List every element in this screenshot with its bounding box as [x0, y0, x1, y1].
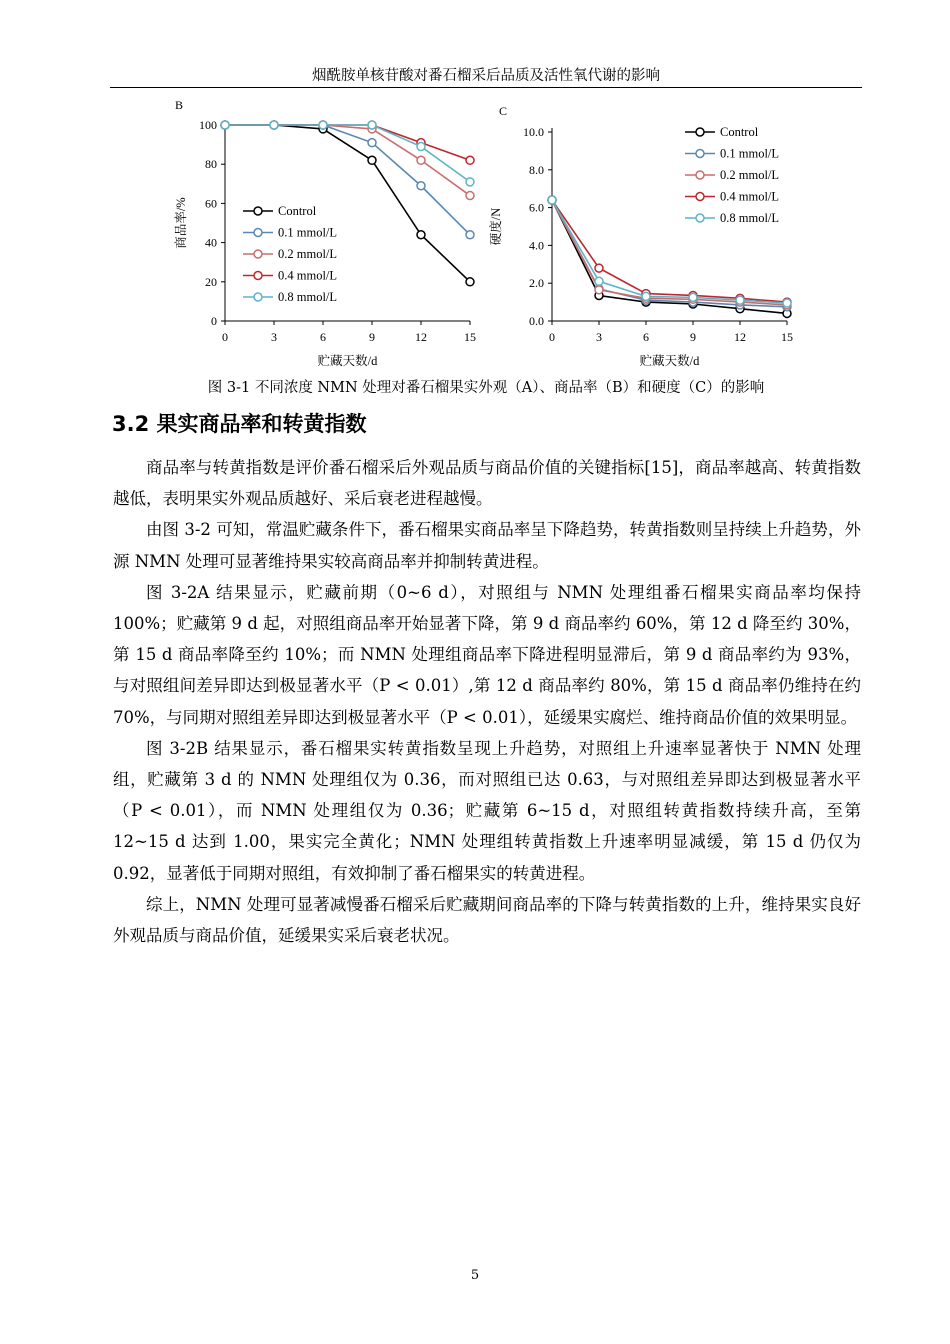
legend-marker	[254, 229, 262, 237]
y-tick-label: 6.0	[529, 200, 544, 215]
legend-label: 0.4 mmol/L	[278, 268, 338, 283]
chart-firmness	[487, 95, 807, 375]
data-point	[417, 143, 425, 151]
header-rule	[110, 87, 862, 88]
x-tick-label: 12	[415, 330, 427, 344]
data-point	[548, 196, 556, 204]
data-point	[368, 156, 376, 164]
chart-commodity-rate	[165, 95, 485, 375]
x-tick-label: 15	[464, 330, 476, 344]
legend-marker	[696, 214, 704, 222]
page-number: 5	[470, 1268, 480, 1283]
legend-label: Control	[720, 125, 759, 139]
legend-marker	[696, 193, 704, 201]
x-tick-label: 12	[734, 330, 746, 344]
x-tick-label: 15	[781, 330, 793, 344]
x-tick-label: 3	[271, 330, 277, 344]
legend-label: 0.2 mmol/L	[278, 247, 338, 261]
y-tick-label: 8.0	[529, 162, 544, 177]
y-tick-label: 2.0	[529, 276, 544, 291]
data-point	[221, 121, 229, 129]
x-tick-label: 6	[320, 330, 326, 344]
x-tick-label: 9	[690, 330, 696, 344]
data-point	[368, 121, 376, 129]
legend-marker	[696, 150, 704, 158]
legend-label: Control	[278, 204, 317, 218]
series-line	[225, 125, 470, 196]
data-point	[466, 278, 474, 286]
paragraph-5: 综上，NMN 处理可显著减慢番石榴采后贮藏期间商品率的下降与转黄指数的上升，维持果实良好外观品质与商品价值，延缓果实采后衰老状况。	[113, 894, 861, 946]
legend-label: 0.2 mmol/L	[720, 168, 780, 182]
legend-label: 0.1 mmol/L	[720, 146, 780, 161]
x-axis-label: 贮藏天数/d	[639, 354, 700, 368]
data-point	[595, 277, 603, 285]
figure-caption: 图 3-1 不同浓度 NMN 处理对番石榴果实外观（A）、商品率（B）和硬度（C）的影响	[207, 380, 765, 396]
x-tick-label: 3	[596, 330, 602, 344]
legend-label: 0.8 mmol/L	[720, 211, 780, 225]
data-point	[595, 264, 603, 272]
legend-marker	[254, 207, 262, 215]
y-axis-label: 硬度/N	[489, 207, 503, 246]
legend-marker	[254, 272, 262, 280]
legend-marker	[696, 128, 704, 136]
panel-label: C	[499, 104, 508, 118]
legend-label: 0.4 mmol/L	[720, 189, 780, 204]
data-point	[466, 231, 474, 239]
data-point	[466, 156, 474, 164]
legend-label: 0.1 mmol/L	[278, 225, 338, 240]
panel-label: B	[175, 98, 184, 112]
x-tick-label: 0	[222, 330, 228, 344]
data-point	[417, 156, 425, 164]
legend-label: 0.8 mmol/L	[278, 290, 338, 304]
data-point	[466, 192, 474, 200]
legend-marker	[696, 171, 704, 179]
y-tick-label: 0	[211, 314, 217, 328]
y-axis-label: 商品率/%	[174, 197, 188, 249]
y-tick-label: 4.0	[529, 238, 544, 253]
data-point	[417, 182, 425, 190]
y-tick-label: 80	[205, 157, 217, 172]
running-header: 烟酰胺单核苷酸对番石榴采后品质及活性氧代谢的影响	[312, 68, 660, 84]
y-tick-label: 60	[205, 196, 217, 211]
y-tick-label: 0.0	[529, 314, 544, 328]
data-point	[736, 296, 744, 304]
series-line	[225, 125, 470, 282]
body-text	[113, 452, 861, 951]
x-tick-label: 6	[643, 330, 649, 344]
data-point	[417, 231, 425, 239]
data-point	[642, 292, 650, 300]
data-point	[319, 121, 327, 129]
legend-marker	[254, 293, 262, 301]
data-point	[595, 286, 603, 294]
data-point	[466, 178, 474, 186]
legend-marker	[254, 250, 262, 258]
paragraph-2: 由图 3-2 可知，常温贮藏条件下，番石榴果实商品率呈下降趋势，转黄指数则呈持续上升趋势，外源 NMN 处理可显著维持果实较高商品率并抑制转黄进程。	[113, 520, 861, 571]
data-point	[783, 299, 791, 307]
y-tick-label: 40	[205, 235, 217, 250]
data-point	[368, 139, 376, 147]
section-title: 3.2 果实商品率和转黄指数	[112, 412, 367, 436]
x-tick-label: 0	[549, 330, 555, 344]
paragraph-1: 商品率与转黄指数是评价番石榴采后外观品质与商品价值的关键指标[15]，商品率越高、转黄指数越低，表明果实外观品质越好、采后衰老进程越慢。	[113, 458, 861, 509]
data-point	[689, 293, 697, 301]
y-tick-label: 20	[205, 274, 217, 289]
series-line	[225, 125, 470, 235]
data-point	[270, 121, 278, 129]
y-tick-label: 100	[199, 118, 217, 132]
paragraph-3: 图 3-2A 结果显示，贮藏前期（0~6 d），对照组与 NMN 处理组番石榴果实商品率均保持 100%；贮藏第 9 d 起，对照组商品率开始显著下降，第 9 d 商品率约 60%，第 12 d 降至约 30%，第 15 d 商品率降至约 10%；而 NMN 处理组商品率下降进程明显滞后，第 9 d 商品率约为 93%，与对照组间差异即达到极显著水平（P < 0.01）,第 12 d 商品率约 80%，第 15 d 商品率仍维持在约 70%，与同期对照组差异即达到极显著水平（P < 0.01），延缓果实腐烂、维持商品价值的效果明显。	[113, 582, 861, 727]
x-axis-label: 贮藏天数/d	[317, 354, 378, 368]
x-tick-label: 9	[369, 330, 375, 344]
paragraph-4: 图 3-2B 结果显示，番石榴果实转黄指数呈现上升趋势，对照组上升速率显著快于 NMN 处理组，贮藏第 3 d 的 NMN 处理组仅为 0.36，而对照组已达 0.63，与对照组差异即达到极显著水平（P < 0.01），而 NMN 处理组仅为 0.36；贮藏第 6~15 d，对照组转黄指数持续升高，至第 12~15 d 达到 1.00，果实完全黄化；NMN 处理组转黄指数上升速率明显减缓，第 15 d 仍仅为 0.92，显著低于同期对照组，有效抑制了番石榴果实的转黄进程。	[113, 738, 861, 883]
y-tick-label: 10.0	[523, 125, 544, 139]
